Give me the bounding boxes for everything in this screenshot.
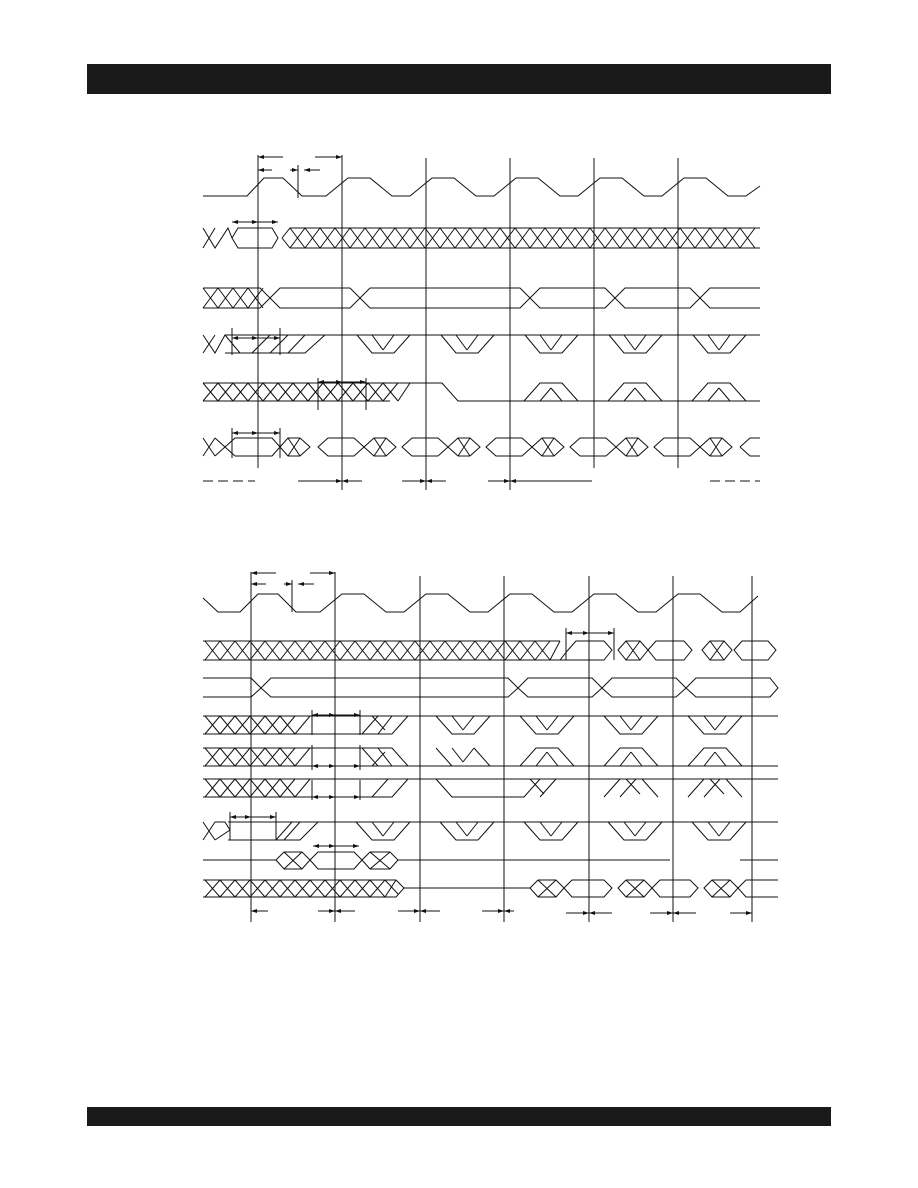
signal-row-lower-4 [203,745,778,770]
clock-timing-arrows-lower [251,571,335,612]
signal-row-lower-5 [203,779,778,800]
interval-line-lower [251,909,752,915]
clock-waveform-lower [203,594,758,612]
signal-row-lower-8 [203,880,778,897]
signal-row-lower-7 [203,844,778,869]
signal-row-lower-6 [203,812,778,840]
signal-row-lower-1 [203,628,776,660]
footer-bar [87,1107,831,1126]
signal-row-lower-3 [203,710,778,735]
signal-row-lower-2 [203,678,778,697]
